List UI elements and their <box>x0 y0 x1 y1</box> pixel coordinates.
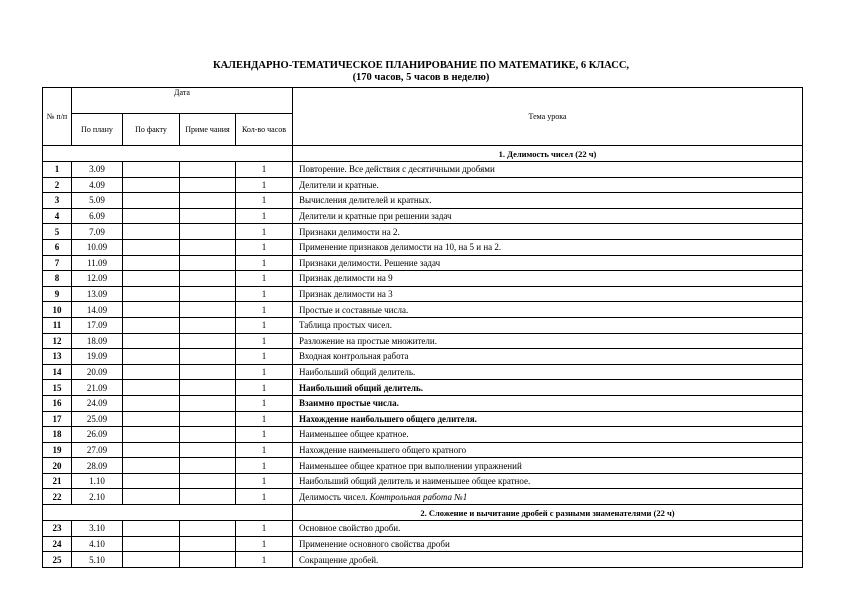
row-date-plan: 20.09 <box>72 364 123 380</box>
row-date-fact <box>123 521 180 537</box>
row-date-fact <box>123 395 180 411</box>
row-topic-text: Таблица простых чисел. <box>299 320 392 331</box>
row-date-fact <box>123 162 180 178</box>
row-number: 6 <box>43 239 72 255</box>
row-date-fact <box>123 317 180 333</box>
row-topic <box>293 536 803 552</box>
table-row <box>43 521 803 537</box>
row-number: 18 <box>43 427 72 443</box>
row-date-plan: 7.09 <box>72 224 123 240</box>
header-plan: По плану <box>72 114 123 146</box>
row-topic-text: Нахождение наименьшего общего кратного <box>299 444 467 455</box>
row-date-fact <box>123 224 180 240</box>
row-topic-text: Наибольший общий делитель. <box>299 367 416 378</box>
row-date-plan: 4.10 <box>72 536 123 552</box>
row-topic <box>293 208 803 224</box>
row-topic-text: Применение основного свойства дроби <box>299 538 450 549</box>
row-hours: 1 <box>236 302 293 318</box>
row-date-fact <box>123 208 180 224</box>
row-number: 19 <box>43 442 72 458</box>
row-number: 20 <box>43 458 72 474</box>
table-row <box>43 380 803 396</box>
row-note <box>180 302 236 318</box>
row-number: 2 <box>43 177 72 193</box>
row-note <box>180 552 236 568</box>
row-number: 3 <box>43 193 72 209</box>
row-note <box>180 224 236 240</box>
row-topic <box>293 442 803 458</box>
table-row <box>43 255 803 271</box>
row-date-plan: 24.09 <box>72 395 123 411</box>
row-topic <box>293 239 803 255</box>
row-number: 14 <box>43 364 72 380</box>
row-note <box>180 427 236 443</box>
row-date-fact <box>123 473 180 489</box>
row-topic <box>293 162 803 178</box>
row-number: 21 <box>43 473 72 489</box>
row-date-plan: 3.09 <box>72 162 123 178</box>
row-topic <box>293 521 803 537</box>
row-note <box>180 458 236 474</box>
row-date-plan: 28.09 <box>72 458 123 474</box>
row-hours: 1 <box>236 177 293 193</box>
row-topic <box>293 552 803 568</box>
table-row <box>43 239 803 255</box>
row-number: 12 <box>43 333 72 349</box>
row-hours: 1 <box>236 395 293 411</box>
row-topic-text: Делители и кратные. <box>299 179 379 190</box>
row-topic <box>293 395 803 411</box>
row-note <box>180 411 236 427</box>
row-hours: 1 <box>236 442 293 458</box>
row-hours: 1 <box>236 271 293 287</box>
section-title: 2. Сложение и вычитание дробей с разными знаменателями (22 ч) <box>293 505 803 521</box>
row-hours: 1 <box>236 458 293 474</box>
row-hours: 1 <box>236 208 293 224</box>
row-hours: 1 <box>236 286 293 302</box>
row-hours: 1 <box>236 239 293 255</box>
row-topic-text: Нахождение наибольшего общего делителя. <box>299 413 477 424</box>
table-row <box>43 286 803 302</box>
row-date-plan: 14.09 <box>72 302 123 318</box>
row-note <box>180 349 236 365</box>
row-topic-text: Наибольший общий делитель и наименьшее общее кратное. <box>299 476 531 487</box>
table-row <box>43 411 803 427</box>
row-date-plan: 10.09 <box>72 239 123 255</box>
row-date-plan: 5.09 <box>72 193 123 209</box>
row-note <box>180 162 236 178</box>
table-row <box>43 473 803 489</box>
row-date-fact <box>123 552 180 568</box>
table-row <box>43 162 803 178</box>
section-spacer <box>43 146 293 162</box>
table-row <box>43 427 803 443</box>
row-note <box>180 177 236 193</box>
row-date-plan: 3.10 <box>72 521 123 537</box>
row-date-fact <box>123 427 180 443</box>
row-number: 4 <box>43 208 72 224</box>
row-hours: 1 <box>236 224 293 240</box>
row-hours: 1 <box>236 255 293 271</box>
table-row <box>43 458 803 474</box>
row-hours: 1 <box>236 536 293 552</box>
row-note <box>180 442 236 458</box>
row-topic-text: Делители и кратные при решении задач <box>299 211 452 222</box>
row-note <box>180 489 236 505</box>
table-row <box>43 489 803 505</box>
row-date-fact <box>123 489 180 505</box>
row-date-plan: 1.10 <box>72 473 123 489</box>
row-topic <box>293 255 803 271</box>
section-title: 1. Делимость чисел (22 ч) <box>293 146 803 162</box>
row-topic <box>293 317 803 333</box>
row-topic <box>293 349 803 365</box>
row-date-fact <box>123 411 180 427</box>
section-row <box>43 505 803 521</box>
section-spacer <box>43 505 293 521</box>
row-note <box>180 473 236 489</box>
row-hours: 1 <box>236 193 293 209</box>
row-topic <box>293 333 803 349</box>
table-row <box>43 177 803 193</box>
row-number: 17 <box>43 411 72 427</box>
row-topic <box>293 302 803 318</box>
row-hours: 1 <box>236 317 293 333</box>
row-hours: 1 <box>236 521 293 537</box>
row-date-fact <box>123 286 180 302</box>
header-num: № п/п <box>43 88 72 146</box>
row-topic-test: Контрольная работа №1 <box>369 491 468 502</box>
row-hours: 1 <box>236 333 293 349</box>
table-row <box>43 208 803 224</box>
row-hours: 1 <box>236 364 293 380</box>
row-date-plan: 27.09 <box>72 442 123 458</box>
header-hours: Кол-во часов <box>236 114 293 146</box>
table-row <box>43 552 803 568</box>
row-hours: 1 <box>236 489 293 505</box>
row-note <box>180 255 236 271</box>
table-row <box>43 442 803 458</box>
row-topic <box>293 286 803 302</box>
row-number: 8 <box>43 271 72 287</box>
row-topic <box>293 411 803 427</box>
row-topic-text: Наименьшее общее кратное при выполнении упражнений <box>299 460 522 471</box>
row-hours: 1 <box>236 552 293 568</box>
row-topic-text: Признаки делимости на 2. <box>299 226 400 237</box>
row-date-fact <box>123 255 180 271</box>
row-number: 1 <box>43 162 72 178</box>
row-topic <box>293 193 803 209</box>
table-row <box>43 193 803 209</box>
row-topic-text: Применение признаков делимости на 10, на 5 и на 2. <box>299 242 502 253</box>
row-number: 25 <box>43 552 72 568</box>
row-note <box>180 239 236 255</box>
row-date-plan: 6.09 <box>72 208 123 224</box>
row-date-fact <box>123 458 180 474</box>
row-topic-text: Повторение. Все действия с десятичными дробями <box>299 164 495 175</box>
row-topic-text: Вычисления делителей и кратных. <box>299 195 432 206</box>
row-date-fact <box>123 364 180 380</box>
row-date-fact <box>123 442 180 458</box>
row-note <box>180 521 236 537</box>
row-date-fact <box>123 333 180 349</box>
row-date-fact <box>123 380 180 396</box>
row-hours: 1 <box>236 427 293 443</box>
lesson-plan-table <box>42 87 803 568</box>
row-topic <box>293 427 803 443</box>
table-row <box>43 302 803 318</box>
row-hours: 1 <box>236 473 293 489</box>
row-topic <box>293 489 803 505</box>
table-row <box>43 317 803 333</box>
table-row <box>43 349 803 365</box>
row-topic-text: Основное свойство дроби. <box>299 523 401 534</box>
row-note <box>180 193 236 209</box>
row-topic-text: Входная контрольная работа <box>299 351 409 362</box>
row-note <box>180 333 236 349</box>
table-row <box>43 364 803 380</box>
row-topic-text: Сокращение дробей. <box>299 554 379 565</box>
row-date-fact <box>123 177 180 193</box>
page-title: КАЛЕНДАРНО-ТЕМАТИЧЕСКОЕ ПЛАНИРОВАНИЕ ПО МАТЕМАТИКЕ, 6 КЛАСС, <box>212 60 630 71</box>
table-row <box>43 333 803 349</box>
row-topic-text: Делимость чисел. <box>299 491 370 502</box>
row-number: 15 <box>43 380 72 396</box>
row-date-plan: 26.09 <box>72 427 123 443</box>
row-number: 13 <box>43 349 72 365</box>
row-note <box>180 395 236 411</box>
row-date-fact <box>123 193 180 209</box>
table-row <box>43 395 803 411</box>
row-date-plan: 11.09 <box>72 255 123 271</box>
row-number: 23 <box>43 521 72 537</box>
row-topic <box>293 473 803 489</box>
row-date-plan: 2.10 <box>72 489 123 505</box>
row-date-plan: 18.09 <box>72 333 123 349</box>
row-date-fact <box>123 349 180 365</box>
row-topic-text: Разложение на простые множители. <box>299 335 437 346</box>
row-topic <box>293 364 803 380</box>
row-date-fact <box>123 271 180 287</box>
row-topic <box>293 177 803 193</box>
row-topic <box>293 380 803 396</box>
row-date-fact <box>123 302 180 318</box>
row-number: 24 <box>43 536 72 552</box>
row-topic-text: Наименьшее общее кратное. <box>299 429 409 440</box>
row-date-plan: 19.09 <box>72 349 123 365</box>
row-topic-text: Признак делимости на 3 <box>299 289 393 300</box>
row-date-plan: 5.10 <box>72 552 123 568</box>
row-number: 10 <box>43 302 72 318</box>
row-note <box>180 271 236 287</box>
row-note <box>180 380 236 396</box>
row-topic-text: Простые и составные числа. <box>299 304 409 315</box>
header-note: Приме чания <box>180 114 236 146</box>
row-date-plan: 4.09 <box>72 177 123 193</box>
row-number: 7 <box>43 255 72 271</box>
section-row <box>43 146 803 162</box>
row-date-fact <box>123 536 180 552</box>
row-number: 22 <box>43 489 72 505</box>
page-subtitle: (170 часов, 5 часов в неделю) <box>352 72 490 83</box>
header-date: Дата <box>72 88 293 114</box>
row-topic-text: Взаимно простые числа. <box>299 398 399 409</box>
row-number: 9 <box>43 286 72 302</box>
row-hours: 1 <box>236 411 293 427</box>
row-hours: 1 <box>236 349 293 365</box>
row-date-plan: 12.09 <box>72 271 123 287</box>
row-number: 11 <box>43 317 72 333</box>
row-topic-text: Признак делимости на 9 <box>299 273 393 284</box>
row-hours: 1 <box>236 162 293 178</box>
row-date-plan: 25.09 <box>72 411 123 427</box>
table-row <box>43 536 803 552</box>
row-topic <box>293 458 803 474</box>
header-topic: Тема урока <box>293 88 803 146</box>
table-row <box>43 224 803 240</box>
row-note <box>180 317 236 333</box>
row-date-plan: 21.09 <box>72 380 123 396</box>
row-note <box>180 286 236 302</box>
row-date-fact <box>123 239 180 255</box>
row-note <box>180 364 236 380</box>
row-topic-text: Наибольший общий делитель. <box>299 382 423 393</box>
row-note <box>180 208 236 224</box>
row-date-plan: 13.09 <box>72 286 123 302</box>
row-date-plan: 17.09 <box>72 317 123 333</box>
row-hours: 1 <box>236 380 293 396</box>
row-topic-text: Признаки делимости. Решение задач <box>299 257 441 268</box>
row-number: 16 <box>43 395 72 411</box>
row-number: 5 <box>43 224 72 240</box>
table-row <box>43 271 803 287</box>
row-note <box>180 536 236 552</box>
row-topic <box>293 224 803 240</box>
header-fact: По факту <box>123 114 180 146</box>
row-topic <box>293 271 803 287</box>
